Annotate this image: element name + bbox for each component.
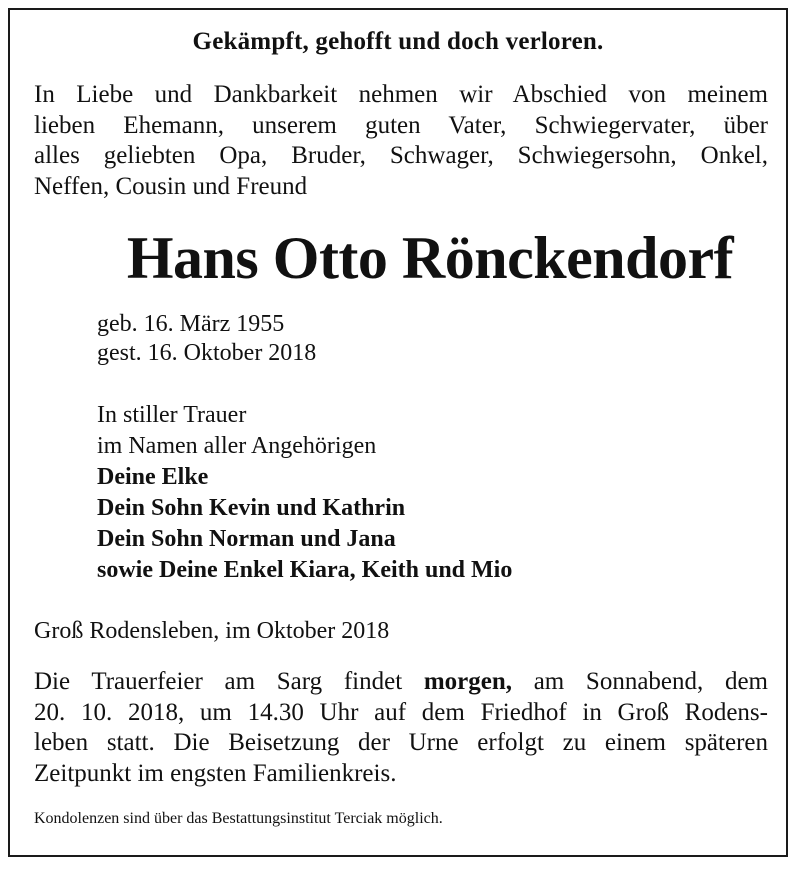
death-date: gest. 16. Oktober 2018 [97,340,317,366]
birth-date: geb. 16. März 1955 [97,311,285,337]
place-date: Groß Rodensleben, im Oktober 2018 [34,618,390,644]
funeral-line: leben statt. Die Beisetzung der Urne erfolgt zu einem späteren [34,729,768,756]
intro-line: Neffen, Cousin und Freund [34,172,308,200]
intro-line: alles geliebten Opa, Bruder, Schwager, Schwiegersohn, Onkel, [34,142,768,169]
life-dates [97,310,316,368]
mourners-block [97,400,512,586]
mourner-name: Dein Sohn Kevin und Kathrin [97,495,406,521]
funeral-line: 20. 10. 2018, um 14.30 Uhr auf dem Friedhof in Groß Rodens- [34,698,768,726]
funeral-line [34,667,768,698]
funeral-line: Zeitpunkt im engsten Familienkreis. [34,759,397,787]
mourner-name: Dein Sohn Norman und Jana [97,526,396,552]
mourning-line: In stiller Trauer [97,402,247,428]
funeral-text: Die Trauerfeier am Sarg findet [34,668,403,695]
condolences-note: Kondolenzen sind über das Bestattungsinstitut Terciak möglich. [34,810,443,827]
mourner-name: sowie Deine Enkel Kiara, Keith und Mio [97,557,513,583]
mourning-line: im Namen aller Angehörigen [97,433,377,459]
funeral-text: am Sonnabend, dem [533,668,768,695]
intro-paragraph [34,80,768,202]
motto-heading: Gekämpft, gehofft und doch verloren. [192,28,604,55]
intro-line: lieben Ehemann, unserem guten Vater, Schwiegervater, über [34,111,768,139]
funeral-paragraph [34,667,768,789]
mourner-name: Deine Elke [97,464,209,490]
deceased-name: Hans Otto Rönckendorf [126,225,734,291]
funeral-emphasis: morgen, [423,668,512,695]
intro-line: In Liebe und Dankbarkeit nehmen wir Abschied von meinem [34,81,768,108]
